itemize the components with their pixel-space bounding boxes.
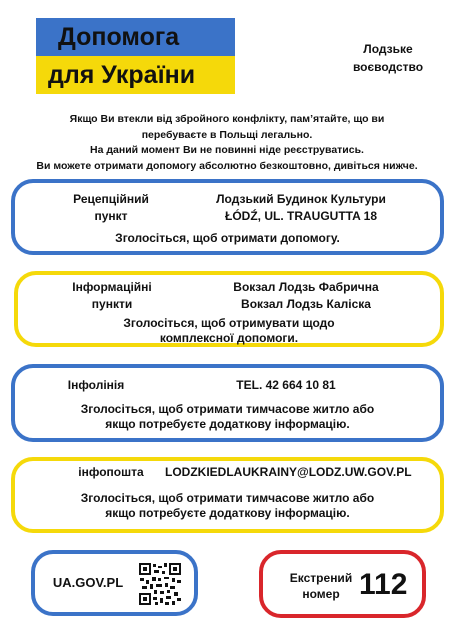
infoline-note [15, 402, 440, 432]
infomail-note-line2: якщо потребуєте додаткову інформацію. [105, 506, 350, 520]
infoline-box [11, 364, 444, 442]
info-points-note-line1: Зголосіться, щоб отримувати щодо [123, 316, 335, 330]
intro-line2: перебуваєте в Польщі легально. [141, 128, 313, 141]
infoline-phone[interactable]: TEL. 42 664 10 81 [236, 378, 336, 392]
region-name [338, 40, 438, 76]
reception-label-line1: Рецепційний [73, 192, 149, 206]
reception-place: Лодзький Будинок Культури [216, 192, 386, 206]
infomail-box [11, 457, 444, 533]
intro-text [20, 112, 434, 174]
info-points-box [14, 271, 444, 347]
infomail-label: інфопошта [78, 465, 144, 479]
info-points-note [18, 316, 440, 346]
station-kaliska: Вокзал Лодзь Каліска [241, 297, 371, 311]
infoline-label: Інфолінія [67, 378, 125, 392]
reception-address [191, 191, 411, 225]
infomail-email[interactable]: LODZKIEDLAUKRAINY@LODZ.UW.GOV.PL [165, 465, 412, 479]
intro-line4: Ви можете отримати допомогу абсолютно безкоштовно, дивіться нижче. [36, 159, 418, 172]
info-points-label-line1: Інформаційні [72, 280, 152, 294]
infomail-note-line1: Зголосіться, щоб отримати тимчасове житло або [80, 491, 375, 505]
info-points-label-line2: пункти [91, 297, 133, 311]
reception-label-line2: пункт [94, 209, 128, 223]
intro-line3: На даний момент Ви не повинні ніде реєструватись. [90, 144, 364, 156]
emergency-number-box [259, 550, 426, 618]
info-points-stations [196, 279, 416, 313]
region-line1: Лодзьке [363, 42, 413, 56]
emergency-label [281, 570, 361, 602]
reception-label [51, 191, 171, 225]
info-points-label [52, 279, 172, 313]
reception-point-box [11, 179, 444, 255]
region-line2: воєводство [352, 60, 424, 74]
reception-note [15, 231, 440, 246]
intro-line1: Якщо Ви втекли від збройного конфлікту, пам’ятайте, що ви [69, 113, 385, 125]
reception-note-text: Зголосіться, щоб отримати допомогу. [115, 231, 340, 245]
emergency-number[interactable]: 112 [359, 568, 408, 601]
banner-title-line1: Допомога [58, 23, 180, 51]
infoline-note-line2: якщо потребуєте додаткову інформацію. [105, 417, 350, 431]
infoline-note-line1: Зголосіться, щоб отримати тимчасове житло або [80, 402, 375, 416]
reception-street: ŁÓDŹ, UL. TRAUGUTTA 18 [225, 209, 377, 223]
emergency-label-line2: номер [302, 587, 340, 601]
gov-site-link[interactable]: UA.GOV.PL [52, 575, 124, 590]
info-points-note-line2: комплексної допомоги. [159, 331, 299, 345]
emergency-label-line1: Екстрений [289, 571, 353, 585]
banner-title-line2: для України [48, 61, 196, 89]
ukraine-flag-banner [36, 18, 235, 94]
station-fabryczna: Вокзал Лодзь Фабрична [233, 280, 379, 294]
infomail-note [15, 491, 440, 521]
qr-code-icon[interactable] [138, 562, 182, 606]
